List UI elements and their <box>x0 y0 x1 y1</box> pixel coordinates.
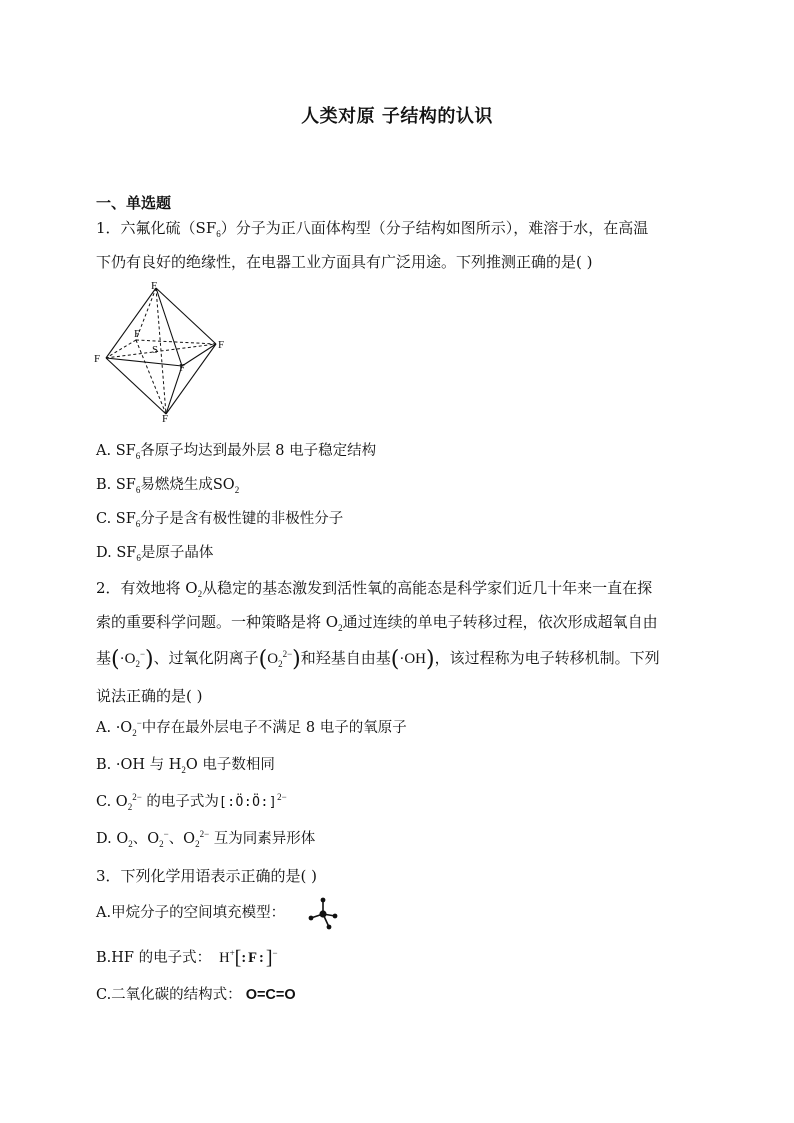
atom-label-bottom: F <box>162 413 169 425</box>
peroxide-electron-formula: [:Ö:Ö:] <box>218 795 278 810</box>
section-heading: 一、单选题 <box>96 194 172 212</box>
q2-stem-line3: 基$(\cdot O_2^-)$、过氧化阴离子$(O_2^{2-})$和羟基自由基(·OH)，该过程称为电子转移机制。下列 <box>96 647 660 672</box>
q2-option-a[interactable]: A. $\cdot O_2^-$中存在最外层电子不满足 8 电子的氧原子 <box>96 718 407 738</box>
page-title: 人类对原 子结构的认识 <box>301 106 493 127</box>
q2-option-d[interactable]: D. $O_2$、$O_2^-$、$O_2^{2-}$ 互为同素异形体 <box>96 829 316 849</box>
q1-option-c[interactable]: C. $SF_6$分子是含有极性键的非极性分子 <box>96 511 344 529</box>
atom-label-left: F <box>94 353 101 365</box>
methane-ball-stick-model <box>305 896 341 932</box>
q3-stem: 3．下列化学用语表示正确的是( ) <box>96 867 318 885</box>
atom-label-center: S <box>152 344 159 356</box>
q1-stem-line2: 下仍有良好的绝缘性，在电器工业方面具有广泛用途。下列推测正确的是( ) <box>96 253 593 271</box>
q3-option-b[interactable]: B.HF 的电子式： H+[:F:]− <box>96 947 278 969</box>
q1-option-b[interactable]: B. $SF_6$易燃烧生成$SO_2$ <box>96 477 240 495</box>
atom-label-back: F <box>134 328 141 340</box>
q3-option-c[interactable]: C.二氧化碳的结构式： O=C=O <box>96 987 296 1003</box>
atom-label-top: F <box>151 280 158 292</box>
q1-option-a[interactable]: A. $SF_6$各原子均达到最外层 8 电子稳定结构 <box>96 443 377 461</box>
q1-stem-line1: 1．六氟化硫$(SF_6)$分子为正八面体构型（分子结构如图所示），难溶于水，在高温 <box>96 219 649 239</box>
q2-stem-line1: 2．有效地将 $O_2$从稳定的基态激发到活性氧的高能态是科学家们近几十年来一直在探 <box>96 579 653 599</box>
atom-label-right: F <box>218 339 225 351</box>
q2-option-c[interactable]: C. $O_2^{2-}$ 的电子式为[:Ö:Ö:]$^{2-}$ <box>96 792 287 812</box>
q2-stem-line2: 索的重要科学问题。一种策略是将 $O_2$通过连续的单电子转移过程，依次形成超氧自由 <box>96 613 658 633</box>
q2-option-b[interactable]: B. ·OH 与 $H_2O$ 电子数相同 <box>96 757 275 775</box>
q1-option-d[interactable]: D. $SF_6$是原子晶体 <box>96 545 214 563</box>
q3-option-a[interactable]: A.甲烷分子的空间填充模型： <box>96 905 286 921</box>
q2-stem-line4: 说法正确的是( ) <box>96 687 203 705</box>
sf6-octahedron-figure <box>94 280 234 425</box>
atom-label-front: F <box>179 362 186 374</box>
